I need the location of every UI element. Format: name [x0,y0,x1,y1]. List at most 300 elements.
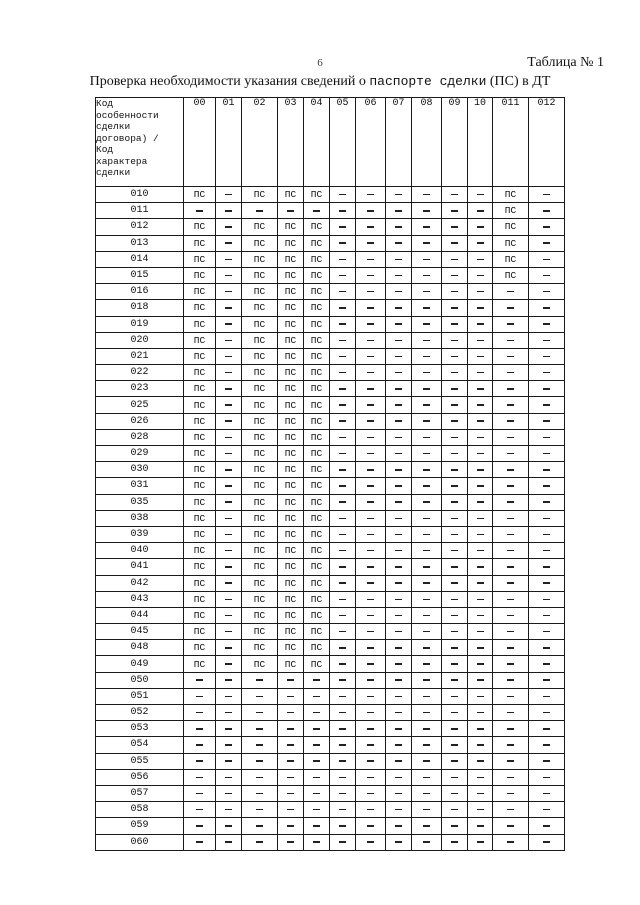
table-cell-dash [278,688,304,704]
dash-mark [367,469,374,471]
table-cell-dash [386,526,412,542]
table-cell-dash [493,753,529,769]
table-row [96,818,565,834]
table-cell-dash [529,510,565,526]
table-cell-dash [356,624,386,640]
table-cell-ps: ПС [278,510,304,526]
table-cell-dash [330,462,356,478]
table-cell-dash [493,381,529,397]
table-cell-dash [468,834,493,850]
table-cell-ps: ПС [242,656,278,672]
table-cell-dash [216,607,242,623]
table-cell-ps: ПС [304,624,330,640]
dash-mark [477,696,484,698]
table-cell-dash [216,413,242,429]
table-cell-dash [330,300,356,316]
dash-mark [313,744,320,746]
table-cell-dash [529,300,565,316]
table-cell-dash [412,462,442,478]
dash-mark [477,291,484,293]
dash-mark [367,793,374,795]
dash-mark [196,210,203,212]
dash-mark [339,469,346,471]
table-cell-ps: ПС [304,526,330,542]
table-cell-ps: ПС [304,510,330,526]
dash-mark [451,242,458,244]
table-cell-dash [386,559,412,575]
dash-mark [225,518,232,520]
title-part-2: паспорте сделки [369,74,487,89]
dash-mark [423,712,430,714]
table-cell-dash [529,656,565,672]
table-row [96,591,565,607]
table-row [96,365,565,381]
dash-mark [507,566,514,568]
dash-mark [451,728,458,730]
table-cell-ps: ПС [242,591,278,607]
table-row [96,575,565,591]
table-cell-dash [468,235,493,251]
table-cell-dash [442,494,468,510]
table-cell-ps: ПС [184,559,216,575]
dash-mark [367,809,374,811]
table-row [96,462,565,478]
table-cell-dash [330,575,356,591]
table-cell-dash [529,267,565,283]
dash-mark [367,194,374,196]
dash-mark [451,340,458,342]
dash-mark [477,307,484,309]
table-row [96,332,565,348]
dash-mark [477,744,484,746]
table-cell-dash [412,267,442,283]
table-cell-dash [386,688,412,704]
dash-mark [339,485,346,487]
header-row [96,98,565,187]
dash-mark [367,615,374,617]
dash-mark [543,696,550,698]
table-cell-dash [412,348,442,364]
table-cell-ps: ПС [184,494,216,510]
dash-mark [451,793,458,795]
row-code: 058 [96,802,184,818]
dash-mark [477,469,484,471]
table-cell-ps: ПС [184,348,216,364]
table-cell-dash [529,348,565,364]
dash-mark [339,323,346,325]
dash-mark [225,194,232,196]
dash-mark [477,453,484,455]
dash-mark [395,534,402,536]
dash-mark [225,631,232,633]
table-cell-dash [356,187,386,203]
dash-mark [395,615,402,617]
table-cell-ps: ПС [304,284,330,300]
dash-mark [225,760,232,762]
table-cell-ps: ПС [242,624,278,640]
dash-mark [477,242,484,244]
dash-mark [451,760,458,762]
table-cell-ps: ПС [184,381,216,397]
table-cell-ps: ПС [278,284,304,300]
table-cell-ps: ПС [184,187,216,203]
dash-mark [395,501,402,503]
dash-mark [367,518,374,520]
column-header: 05 [330,98,356,187]
dash-mark [451,356,458,358]
table-cell-dash [356,494,386,510]
table-cell-dash [529,365,565,381]
dash-mark [451,744,458,746]
dash-mark [256,809,263,811]
table-cell-dash [493,300,529,316]
dash-mark [225,599,232,601]
table-cell-dash [304,769,330,785]
table-cell-ps: ПС [242,284,278,300]
dash-mark [543,728,550,730]
table-cell-ps: ПС [304,413,330,429]
dash-mark [339,647,346,649]
table-cell-ps: ПС [278,591,304,607]
table-cell-dash [412,526,442,542]
dash-mark [543,437,550,439]
dash-mark [367,437,374,439]
dash-mark [543,275,550,277]
table-cell-dash [184,721,216,737]
dash-mark [423,323,430,325]
dash-mark [367,744,374,746]
table-cell-dash [386,300,412,316]
table-cell-ps: ПС [304,559,330,575]
table-cell-dash [356,672,386,688]
table-cell-ps: ПС [278,640,304,656]
table-cell-dash [529,753,565,769]
table-cell-dash [468,300,493,316]
table-cell-dash [330,510,356,526]
dash-mark [451,453,458,455]
table-cell-dash [304,688,330,704]
dash-mark [507,388,514,390]
table-cell-dash [493,462,529,478]
table-cell-ps: ПС [184,656,216,672]
dash-mark [477,647,484,649]
dash-mark [423,437,430,439]
table-cell-ps: ПС [278,462,304,478]
table-row [96,348,565,364]
dash-mark [423,420,430,422]
table-row [96,316,565,332]
table-cell-dash [493,575,529,591]
table-cell-dash [468,526,493,542]
dash-mark [543,372,550,374]
table-cell-dash [356,656,386,672]
table-cell-dash [412,802,442,818]
table-cell-dash [468,381,493,397]
dash-mark [367,566,374,568]
table-cell-ps: ПС [278,235,304,251]
table-cell-ps: ПС [242,267,278,283]
dash-mark [451,518,458,520]
dash-mark [451,404,458,406]
table-cell-dash [216,721,242,737]
table-cell-dash [216,672,242,688]
table-cell-dash [216,381,242,397]
dash-mark [451,226,458,228]
table-cell-dash [412,510,442,526]
table-cell-ps: ПС [242,397,278,413]
row-code: 048 [96,640,184,656]
table-cell-dash [386,591,412,607]
table-cell-dash [330,769,356,785]
dash-mark [543,404,550,406]
table-cell-dash [356,785,386,801]
dash-mark [423,275,430,277]
table-cell-dash [356,705,386,721]
table-cell-dash [304,834,330,850]
table-cell-ps: ПС [304,251,330,267]
table-cell-dash [356,446,386,462]
table-cell-dash [330,818,356,834]
dash-mark [543,469,550,471]
table-cell-dash [330,721,356,737]
table-cell-ps: ПС [304,462,330,478]
table-cell-dash [493,494,529,510]
dash-mark [225,501,232,503]
dash-mark [507,696,514,698]
dash-mark [395,453,402,455]
column-header: 02 [242,98,278,187]
row-code: 022 [96,365,184,381]
table-cell-ps: ПС [304,235,330,251]
table-cell-ps: ПС [304,591,330,607]
row-code: 014 [96,251,184,267]
table-cell-dash [216,591,242,607]
dash-mark [543,712,550,714]
table-cell-dash [529,543,565,559]
table-cell-dash [529,802,565,818]
table-row [96,446,565,462]
table-cell-dash [216,688,242,704]
table-row [96,543,565,559]
table-cell-dash [356,802,386,818]
dash-mark [339,793,346,795]
dash-mark [196,793,203,795]
table-cell-ps: ПС [278,187,304,203]
table-cell-dash [493,688,529,704]
table-cell-dash [412,284,442,300]
table-cell-dash [304,753,330,769]
table-cell-dash [412,203,442,219]
dash-mark [339,534,346,536]
dash-mark [395,793,402,795]
table-cell-dash [356,769,386,785]
table-cell-dash [493,478,529,494]
table-cell-dash [356,316,386,332]
table-cell-dash [356,348,386,364]
table-cell-dash [412,834,442,850]
dash-mark [367,712,374,714]
dash-mark [477,323,484,325]
table-cell-ps: ПС [184,478,216,494]
table-cell-dash [412,397,442,413]
table-cell-dash [468,559,493,575]
dash-mark [423,534,430,536]
dash-mark [423,744,430,746]
table-cell-ps: ПС [278,526,304,542]
row-code: 020 [96,332,184,348]
table-cell-dash [468,203,493,219]
table-cell-dash [529,640,565,656]
table-row [96,785,565,801]
dash-mark [423,307,430,309]
table-cell-dash [468,640,493,656]
table-cell-dash [468,753,493,769]
dash-mark [423,194,430,196]
table-cell-dash [184,737,216,753]
table-cell-dash [242,721,278,737]
table-cell-dash [386,510,412,526]
table-cell-dash [493,640,529,656]
table-cell-dash [356,753,386,769]
table-cell-dash [330,753,356,769]
table-cell-dash [216,348,242,364]
table-cell-dash [493,721,529,737]
table-cell-dash [493,624,529,640]
table-cell-ps: ПС [493,203,529,219]
table-cell-dash [278,834,304,850]
row-code: 040 [96,543,184,559]
table-cell-dash [356,575,386,591]
table-cell-ps: ПС [242,494,278,510]
dash-mark [507,501,514,503]
table-row [96,802,565,818]
table-cell-dash [386,462,412,478]
table-cell-dash [493,446,529,462]
row-code: 057 [96,785,184,801]
dash-mark [507,663,514,665]
table-cell-dash [493,705,529,721]
dash-mark [367,307,374,309]
table-cell-dash [330,332,356,348]
dash-mark [451,599,458,601]
table-cell-dash [242,203,278,219]
dash-mark [339,388,346,390]
table-cell-dash [330,381,356,397]
table-cell-dash [242,672,278,688]
column-header: 06 [356,98,386,187]
table-cell-dash [242,688,278,704]
table-cell-dash [493,769,529,785]
table-cell-dash [468,802,493,818]
table-cell-dash [330,219,356,235]
table-cell-dash [468,267,493,283]
table-cell-ps: ПС [278,332,304,348]
table-cell-dash [442,818,468,834]
table-cell-dash [216,187,242,203]
table-cell-dash [468,737,493,753]
table-row [96,267,565,283]
dash-mark [367,420,374,422]
dash-mark [395,210,402,212]
table-cell-dash [216,624,242,640]
table-cell-ps: ПС [278,624,304,640]
dash-mark [339,728,346,730]
table-cell-dash [356,397,386,413]
table-cell-dash [493,316,529,332]
table-cell-dash [386,316,412,332]
table-cell-dash [442,656,468,672]
table-cell-dash [330,235,356,251]
table-cell-dash [386,478,412,494]
dash-mark [477,809,484,811]
table-cell-dash [529,624,565,640]
dash-mark [423,696,430,698]
table-cell-dash [330,413,356,429]
dash-mark [543,663,550,665]
table-cell-dash [216,705,242,721]
dash-mark [451,275,458,277]
dash-mark [367,340,374,342]
row-code: 010 [96,187,184,203]
dash-mark [477,259,484,261]
table-cell-ps: ПС [184,300,216,316]
table-cell-ps: ПС [242,251,278,267]
dash-mark [367,275,374,277]
table-cell-dash [278,785,304,801]
table-cell-ps: ПС [304,187,330,203]
dash-mark [225,744,232,746]
dash-mark [395,518,402,520]
table-cell-dash [468,494,493,510]
table-cell-dash [493,510,529,526]
dash-mark [543,647,550,649]
dash-mark [507,809,514,811]
dash-mark [423,679,430,681]
table-cell-dash [529,478,565,494]
table-cell-ps: ПС [184,526,216,542]
column-header: 08 [412,98,442,187]
table-cell-dash [330,267,356,283]
dash-mark [477,615,484,617]
table-cell-dash [386,785,412,801]
dash-mark [451,647,458,649]
table-cell-dash [412,365,442,381]
table-cell-dash [356,818,386,834]
table-cell-dash [493,365,529,381]
table-cell-dash [493,413,529,429]
dash-mark [543,744,550,746]
table-cell-dash [468,688,493,704]
row-code: 012 [96,219,184,235]
row-code: 050 [96,672,184,688]
title-part-3: (ПС) в ДТ [486,74,551,89]
table-cell-dash [356,737,386,753]
table-cell-dash [412,446,442,462]
row-code: 044 [96,607,184,623]
dash-mark [339,404,346,406]
table-row [96,624,565,640]
table-cell-dash [216,494,242,510]
table-cell-dash [442,737,468,753]
table-row [96,251,565,267]
table-cell-ps: ПС [304,381,330,397]
table-cell-dash [442,348,468,364]
dash-mark [225,712,232,714]
dash-mark [367,291,374,293]
dash-mark [367,841,374,843]
dash-mark [339,210,346,212]
dash-mark [367,388,374,390]
